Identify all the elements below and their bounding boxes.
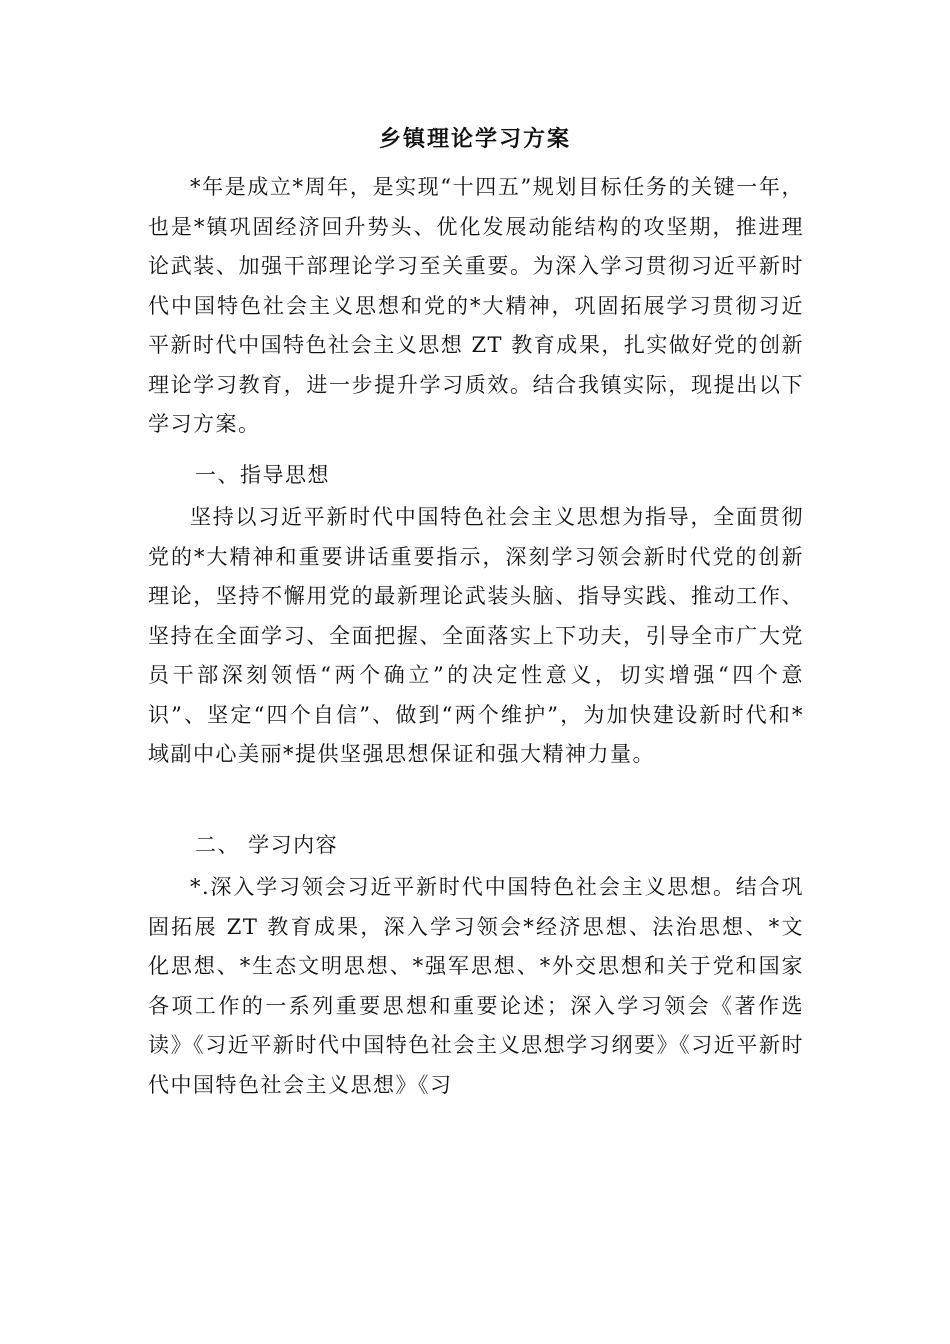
intro-paragraph: *年是成立*周年，是实现“十四五”规划目标任务的关键一年，也是*镇巩固经济回升势头、优化发展动能结构的攻坚期，推进理论武装、加强干部理论学习至关重要。为深入学习贯彻习近平新时代中国特色社会主义思想和党的*大精神，巩固拓展学习贯彻习近平新时代中国特色社会主义思想 ZT 教育成果，扎实做好党的创新理论学习教育，进一步提升学习质效。结合我镇实际，现提出以下学习方案。: [148, 175, 804, 436]
section-heading-guiding-ideology: 一、指导思想: [195, 463, 330, 487]
study-content-paragraph: *.深入学习领会习近平新时代中国特色社会主义思想。结合巩固拓展 ZT 教育成果，深入学习领会*经济思想、法治思想、*文化思想、*生态文明思想、*强军思想、*外交思想和关于党和国家各项工作的一系列重要思想和重要论述；深入学习领会《著作选读》《习近平新时代中国特色社会主义思想学习纲要》《习近平新时代中国特色社会主义思想》《习: [148, 875, 804, 1097]
guiding-ideology-paragraph: 坚持以习近平新时代中国特色社会主义思想为指导，全面贯彻党的*大精神和重要讲话重要指示，深刻学习领会新时代党的创新理论，坚持不懈用党的最新理论武装头脑、指导实践、推动工作、坚持在全面学习、全面把握、全面落实上下功夫，引导全市广大党员干部深刻领悟“两个确立”的决定性意义，切实增强“四个意识”、坚定“四个自信”、做到“两个维护”，为加快建设新时代和*域副中心美丽*提供坚强思想保证和强大精神力量。: [148, 505, 804, 766]
section-heading-study-content: 二、 学习内容: [195, 833, 339, 857]
document-title: 乡镇理论学习方案: [378, 126, 571, 152]
